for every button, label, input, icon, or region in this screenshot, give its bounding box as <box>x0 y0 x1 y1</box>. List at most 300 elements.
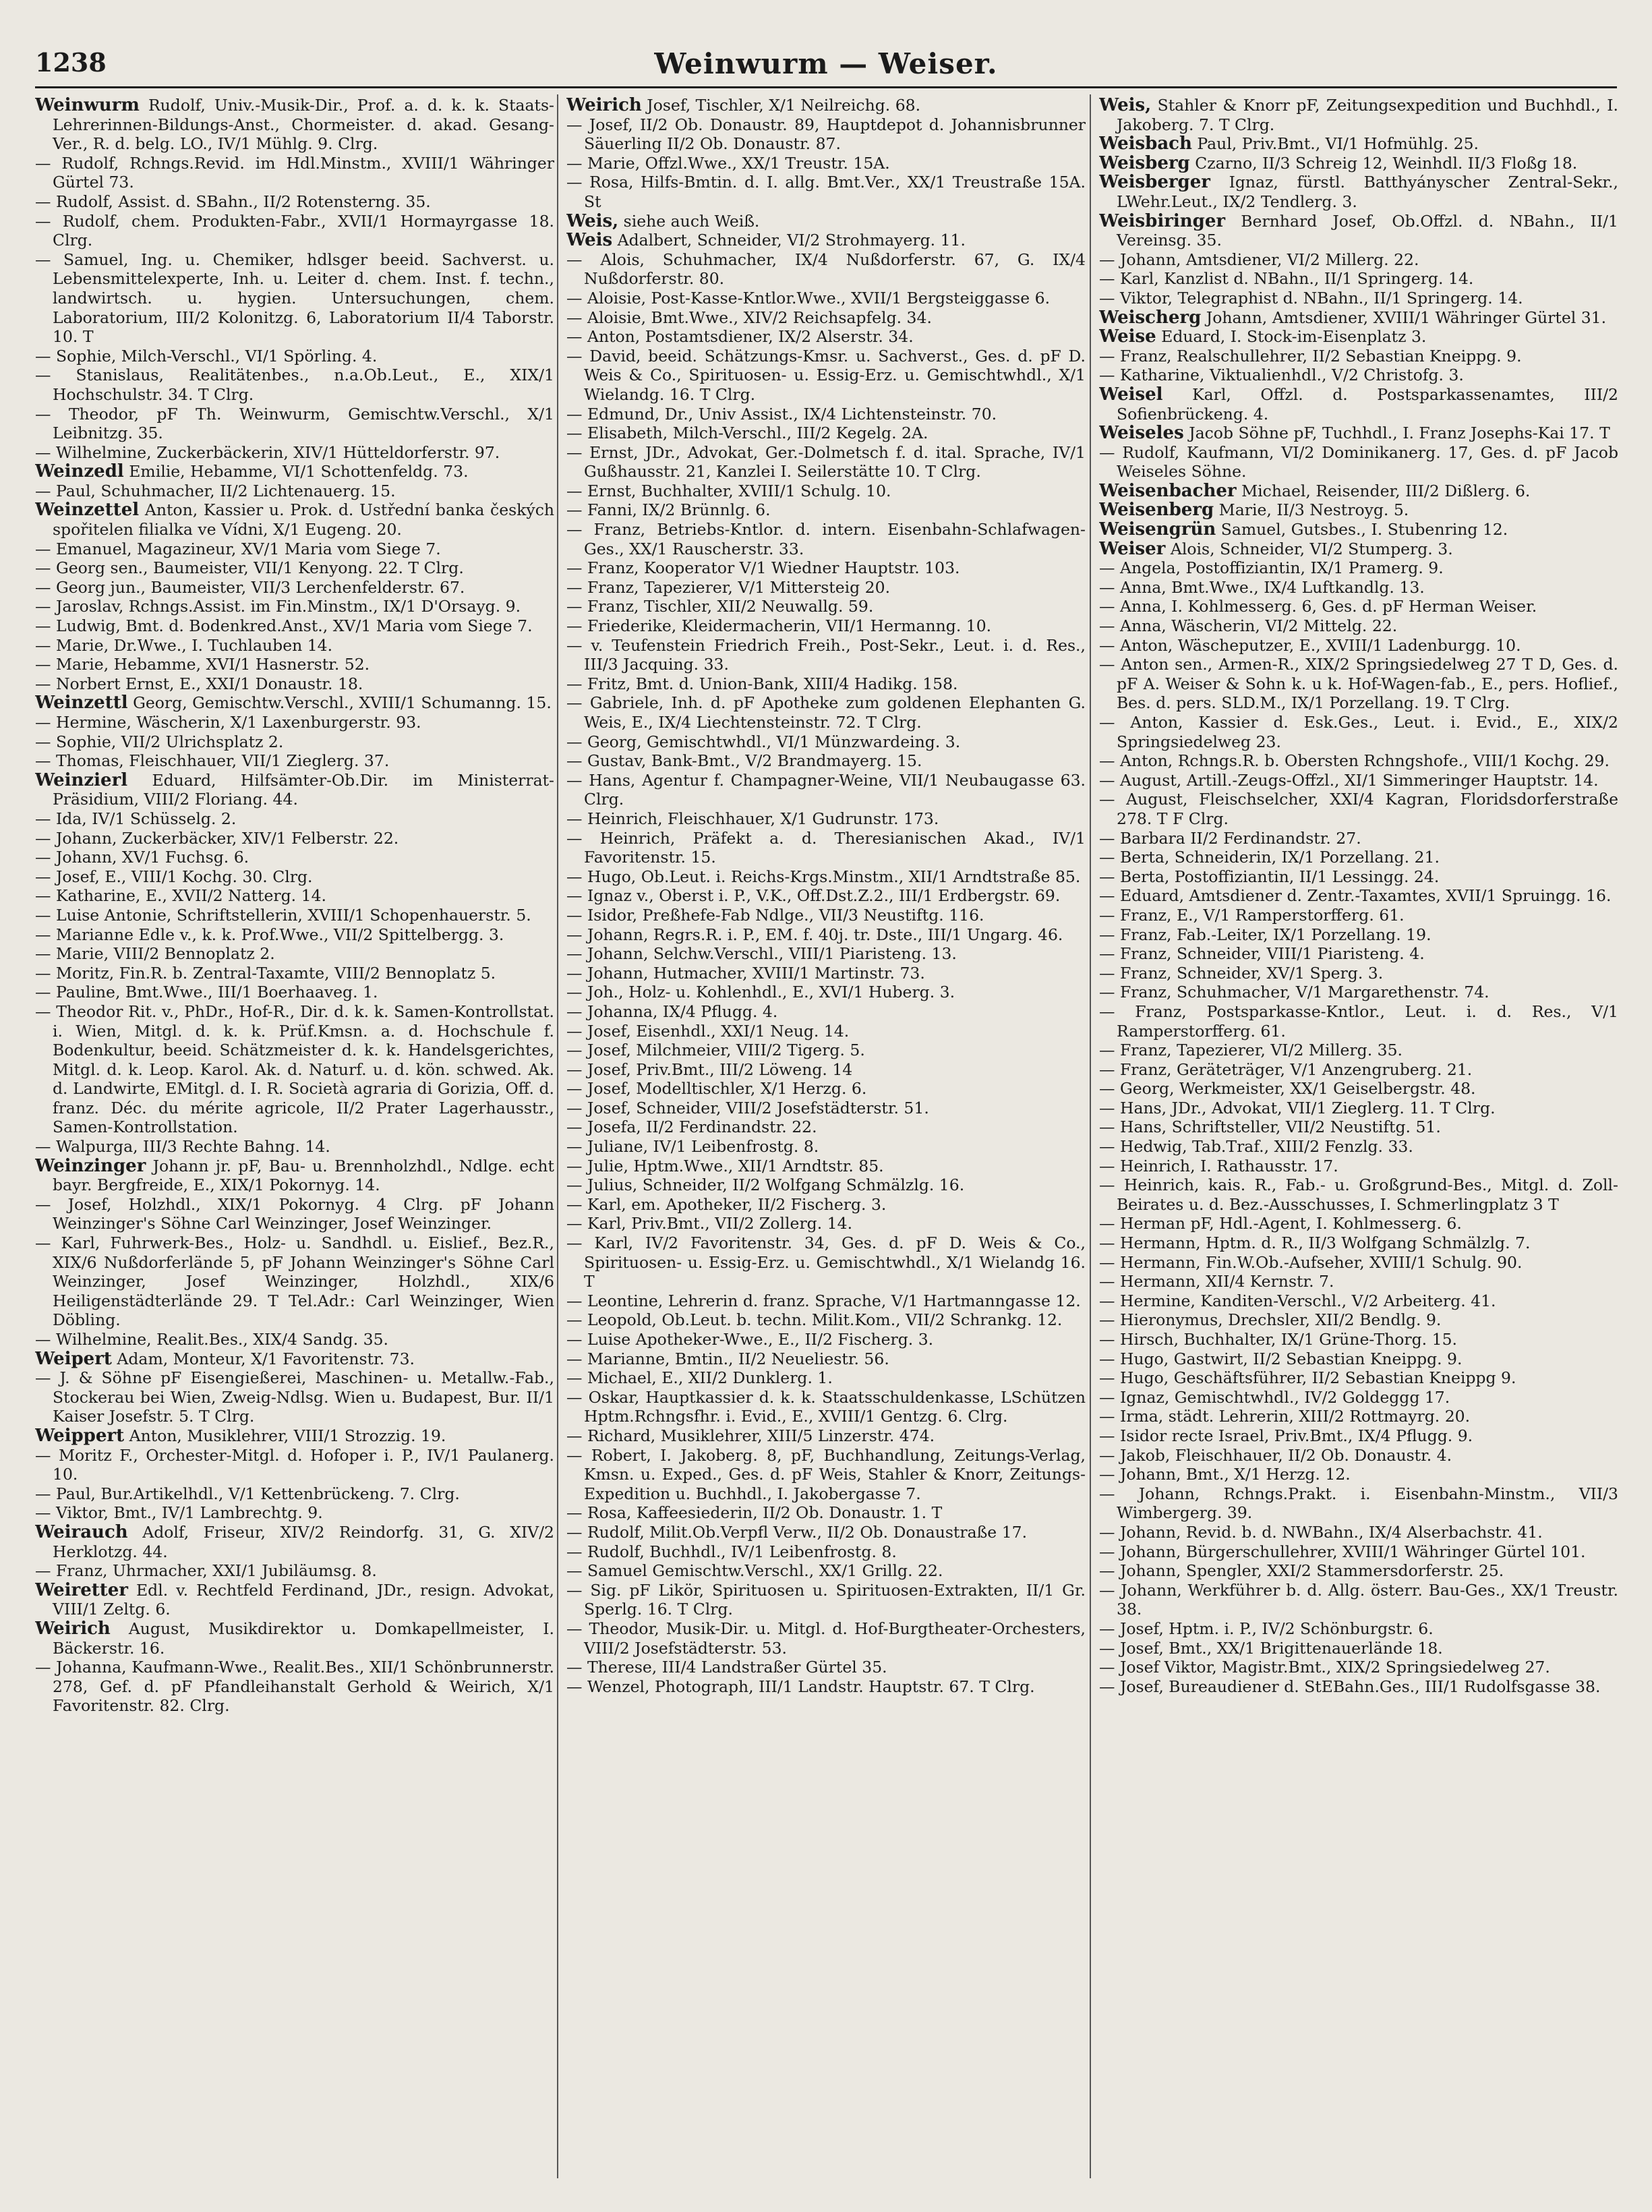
entry-paragraph <box>35 886 554 906</box>
directory-entry <box>566 443 1086 482</box>
directory-entry-head <box>1099 540 1618 559</box>
entry-text: Stahler & Knorr pF, Zeitungsexpedition und Buchhdl., I. Jakoberg. 7. T Clrg. <box>1117 96 1618 134</box>
entry-text: — Marie, Hebamme, XVI/1 Hasnerstr. 52. <box>35 655 370 674</box>
directory-entry <box>566 1117 1086 1137</box>
directory-entry <box>1099 829 1618 848</box>
entry-paragraph <box>35 1233 554 1330</box>
entry-text: — Johann, Regrs.R. i. P., EM. f. 40j. tr. Dste., III/1 Ungarg. 46. <box>566 925 1063 944</box>
entry-paragraph <box>35 443 554 463</box>
directory-entry <box>1099 1041 1618 1060</box>
directory-entry <box>35 1137 554 1157</box>
entry-paragraph <box>35 578 554 598</box>
entry-text: — Franz, E., V/1 Ramperstorfferg. 61. <box>1099 905 1405 925</box>
entry-paragraph <box>566 1079 1086 1099</box>
directory-entry <box>1099 1446 1618 1465</box>
directory-entry <box>566 693 1086 732</box>
entry-text: — Franz, Realschullehrer, II/2 Sebastian Kneippg. 9. <box>1099 346 1522 366</box>
directory-entry <box>566 1137 1086 1157</box>
directory-entry <box>35 540 554 559</box>
entry-paragraph <box>1099 751 1618 771</box>
entry-paragraph <box>1099 1465 1618 1484</box>
entry-text: — Samuel Gemischtw.Verschl., XX/1 Grillg. 22. <box>566 1561 943 1581</box>
directory-entry-head <box>1099 327 1618 347</box>
entry-paragraph <box>1099 944 1618 964</box>
directory-entry <box>35 250 554 347</box>
entry-text: — Karl, Kanzlist d. NBahn., II/1 Springerg. 14. <box>1099 269 1474 289</box>
entry-paragraph <box>566 1523 1086 1542</box>
entry-paragraph <box>35 751 554 771</box>
directory-entry <box>566 520 1086 558</box>
directory-entry-head <box>566 96 1086 115</box>
entry-paragraph <box>35 1002 554 1137</box>
entry-paragraph <box>566 96 1086 115</box>
entry-paragraph <box>566 809 1086 829</box>
entry-paragraph <box>566 578 1086 598</box>
entry-paragraph <box>566 906 1086 925</box>
directory-entry <box>1099 1407 1618 1426</box>
entry-text: Marie, II/3 Nestroyg. 5. <box>1218 500 1409 520</box>
directory-entry <box>35 867 554 887</box>
directory-entry-head <box>35 1426 554 1446</box>
entry-text: — Katharine, E., XVII/2 Natterg. 14. <box>35 886 326 906</box>
directory-entry <box>566 1079 1086 1099</box>
entry-text: — Johann, Bürgerschullehrer, XVIII/1 Währinger Gürtel 101. <box>1099 1542 1586 1561</box>
entry-text: — Ernst, JDr., Advokat, Ger.-Dolmetsch f. d. ital. Sprache, IV/1 Gußhausstr. 21, Kanzlei I. Seilerstätte 10. T Clrg. <box>566 442 1086 482</box>
entry-paragraph <box>1099 1157 1618 1176</box>
entry-paragraph <box>566 1619 1086 1658</box>
directory-entry <box>35 655 554 674</box>
entry-text: — Josef, Priv.Bmt., III/2 Löweng. 14 <box>566 1059 853 1079</box>
directory-entry <box>1099 597 1618 616</box>
entry-paragraph <box>1099 1368 1618 1388</box>
directory-entry <box>35 1484 554 1504</box>
entry-paragraph <box>566 944 1086 964</box>
entry-text: — Isidor recte Israel, Priv.Bmt., IX/4 Pflugg. 9. <box>1099 1426 1473 1445</box>
directory-entry <box>35 983 554 1002</box>
directory-entry <box>566 289 1086 308</box>
entry-paragraph <box>566 212 1086 231</box>
column-divider <box>1090 94 1091 2178</box>
entry-text: — Robert, I. Jakoberg. 8, pF, Buchhandlung, Zeitungs-Verlag, Kmsn. u. Exped., Ges. d. pF Weis, Stahler & Knorr, Zeitungs-Expedition u. Buchhdl., I. Jakobergasse 7. <box>566 1445 1086 1503</box>
entry-text: — Anna, I. Kohlmesserg. 6, Ges. d. pF Herman Weiser. <box>1099 597 1537 616</box>
directory-entry <box>566 1233 1086 1291</box>
entry-text: — Georg sen., Baumeister, VII/1 Kenyong. 22. T Clrg. <box>35 558 464 578</box>
directory-entry <box>566 925 1086 945</box>
entry-text: — Franz, Betriebs-Kntlor. d. intern. Eisenbahn-Schlafwagen-Ges., XX/1 Rauscherstr. 33. <box>566 520 1086 558</box>
directory-entry <box>1099 1677 1618 1697</box>
entry-paragraph <box>35 1195 554 1233</box>
entry-text: — Thomas, Fleischhauer, VII/1 Zieglerg. 37. <box>35 751 390 771</box>
entry-text: — Berta, Schneiderin, IX/1 Porzellang. 21. <box>1099 848 1440 867</box>
entry-text: — Theodor, pF Th. Weinwurm, Gemischtw.Verschl., X/1 Leibnitzg. 35. <box>35 404 554 443</box>
directory-entry-head <box>1099 308 1618 328</box>
entry-text: — Rudolf, Milit.Ob.Verpfl Verw., II/2 Ob. Donaustraße 17. <box>566 1522 1028 1542</box>
entry-text: — Franz, Schneider, XV/1 Sperg. 3. <box>1099 963 1384 983</box>
directory-entry-head <box>35 1619 554 1658</box>
entry-paragraph <box>1099 925 1618 945</box>
directory-entry <box>35 192 554 212</box>
surname-heading: Weisenbacher <box>1099 480 1237 501</box>
entry-text: — Irma, städt. Lehrerin, XIII/2 Rottmayrg. 20. <box>1099 1407 1471 1426</box>
directory-entry <box>1099 983 1618 1002</box>
entry-text: — Rosa, Kaffeesiederin, II/2 Ob. Donaustr. 1. T <box>566 1503 943 1523</box>
column-divider <box>557 94 558 2178</box>
entry-paragraph <box>566 424 1086 443</box>
entry-text: — Theodor, Musik-Dir. u. Mitgl. d. Hof-Burgtheater-Orchesters, VIII/2 Josefstädterstr. 53. <box>566 1619 1086 1658</box>
entry-paragraph <box>35 1561 554 1581</box>
directory-entry <box>1099 925 1618 945</box>
entry-paragraph <box>1099 154 1618 173</box>
entry-text: siehe auch Weiß. <box>623 211 760 231</box>
entry-paragraph <box>566 154 1086 173</box>
entry-text: — Franz, Tapezierer, V/1 Mittersteig 20. <box>566 577 891 597</box>
entry-paragraph <box>1099 1272 1618 1291</box>
entry-paragraph <box>35 154 554 192</box>
entry-paragraph <box>35 500 554 539</box>
entry-paragraph <box>35 366 554 404</box>
surname-heading: Weinwurm <box>35 96 140 115</box>
directory-entry <box>1099 558 1618 578</box>
directory-entry <box>566 173 1086 211</box>
directory-entry <box>1099 1581 1618 1619</box>
column-right <box>1099 96 1618 2180</box>
surname-heading: Weisenberg <box>1099 500 1214 521</box>
entry-paragraph <box>1099 867 1618 887</box>
entry-text: Jacob Söhne pF, Tuchhdl., I. Franz Josephs-Kai 17. T <box>1189 424 1610 443</box>
entry-text: — Franz, Tischler, XII/2 Neuwallg. 59. <box>566 597 874 616</box>
entry-paragraph <box>35 829 554 848</box>
entry-paragraph <box>35 1446 554 1484</box>
entry-paragraph <box>1099 906 1618 925</box>
directory-entry <box>566 1310 1086 1330</box>
entry-paragraph <box>566 1002 1086 1022</box>
entry-paragraph <box>566 1041 1086 1060</box>
entry-text: Rudolf, Univ.-Musik-Dir., Prof. a. d. k. k. Staats-Lehrerinnen-Bildungs-Anst., Chormeister. d. akad. Gesang-Ver., R. d. belg. LO., IV/1 Mühlg. 9. Clrg. <box>53 96 554 154</box>
entry-text: — August, Artill.-Zeugs-Offzl., XI/1 Simmeringer Hauptstr. 14. <box>1099 770 1599 790</box>
entry-text: — Pauline, Bmt.Wwe., III/1 Boerhaaveg. 1. <box>35 983 378 1002</box>
entry-text: — Heinrich, Präfekt a. d. Theresianischen Akad., IV/1 Favoritenstr. 15. <box>566 828 1086 867</box>
directory-entry-head <box>35 462 554 482</box>
entry-text: — Johanna, Kaufmann-Wwe., Realit.Bes., XII/1 Schönbrunnerstr. 278, Gef. d. pF Pfandleihanstalt Gerhold & Weirich, X/1 Favoritenstr. 82. Clrg. <box>35 1658 554 1716</box>
directory-entry <box>566 1349 1086 1369</box>
directory-entry <box>1099 867 1618 887</box>
directory-entry <box>35 347 554 366</box>
entry-text: — Johann, Spengler, XXI/2 Stammersdorferstr. 25. <box>1099 1561 1504 1581</box>
directory-entry <box>566 886 1086 906</box>
entry-paragraph <box>35 96 554 154</box>
directory-entry <box>566 771 1086 809</box>
entry-paragraph <box>35 1368 554 1426</box>
entry-text: — Josef, Eisenhdl., XXI/1 Neug. 14. <box>566 1021 850 1041</box>
directory-entry <box>1099 1002 1618 1041</box>
directory-entry-head <box>1099 500 1618 520</box>
entry-paragraph <box>1099 1310 1618 1330</box>
directory-entry-head <box>35 1581 554 1619</box>
entry-text: — Marianne, Bmtin., II/2 Neueliestr. 56. <box>566 1349 889 1368</box>
entry-text: — Moritz F., Orchester-Mitgl. d. Hofoper i. P., IV/1 Paulanerg. 10. <box>35 1445 554 1484</box>
directory-entry <box>35 1446 554 1484</box>
entry-text: — Josefa, II/2 Ferdinandstr. 22. <box>566 1117 817 1137</box>
entry-paragraph <box>35 250 554 347</box>
directory-entry <box>35 578 554 598</box>
entry-text: — Berta, Postoffiziantin, II/1 Lessingg. 24. <box>1099 867 1440 886</box>
entry-text: — Hermann, XII/4 Kernstr. 7. <box>1099 1272 1334 1291</box>
directory-entry <box>566 944 1086 964</box>
entry-paragraph <box>35 1503 554 1523</box>
entry-text: Karl, Offzl. d. Postsparkassenamtes, III/2 Sofienbrückeng. 4. <box>1117 384 1618 424</box>
entry-text: — Leontine, Lehrerin d. franz. Sprache, V/1 Hartmanngasse 12. <box>566 1291 1081 1310</box>
entry-text: — Franz, Postsparkasse-Kntlor., Leut. i. d. Res., V/1 Ramperstorfferg. 61. <box>1099 1001 1618 1041</box>
entry-text: — Johanna, IX/4 Pflugg. 4. <box>566 1001 778 1021</box>
directory-entry <box>566 983 1086 1002</box>
directory-entry <box>566 732 1086 752</box>
entry-paragraph <box>1099 771 1618 790</box>
entry-paragraph <box>566 347 1086 405</box>
entry-text: — Hugo, Ob.Leut. i. Reichs-Krgs.Minstm., XII/1 Arndtstraße 85. <box>566 867 1081 886</box>
directory-entry-head <box>35 1349 554 1369</box>
entry-text: — Hermine, Kanditen-Verschl., V/2 Arbeiterg. 41. <box>1099 1291 1496 1310</box>
header-rule <box>35 86 1617 88</box>
entry-text: — Karl, Fuhrwerk-Bes., Holz- u. Sandhdl. u. Eislief., Bez.R., XIX/6 Nußdorferlände 5, pF Johann Weinzinger's Söhne Carl Weinzinger, Josef Weinzinger, Holzhdl., XIX/6 Heiligenstädterlände 29. T Tel.Adr.: Carl Weinzinger, Wien Döbling. <box>35 1233 554 1330</box>
entry-paragraph <box>35 1157 554 1195</box>
entry-text: Edl. v. Rechtfeld Ferdinand, JDr., resign. Advokat, VIII/1 Zeltg. 6. <box>53 1580 554 1619</box>
surname-heading: Weise <box>1099 326 1156 347</box>
entry-paragraph <box>566 308 1086 328</box>
entry-paragraph <box>566 693 1086 732</box>
column-left <box>35 96 554 2180</box>
entry-paragraph <box>1099 443 1618 482</box>
entry-paragraph <box>1099 540 1618 559</box>
directory-entry <box>1099 443 1618 482</box>
directory-entry <box>566 558 1086 578</box>
entry-paragraph <box>35 1137 554 1157</box>
directory-entry <box>1099 1079 1618 1099</box>
entry-paragraph <box>1099 1561 1618 1581</box>
directory-entry <box>566 1561 1086 1581</box>
directory-entry <box>566 867 1086 887</box>
entry-text: — Johann, Revid. b. d. NWBahn., IX/4 Alserbachstr. 41. <box>1099 1522 1543 1542</box>
entry-paragraph <box>566 732 1086 752</box>
entry-text: Eduard, I. Stock-im-Eisenplatz 3. <box>1161 327 1427 347</box>
directory-entry <box>35 1368 554 1426</box>
entry-paragraph <box>35 462 554 482</box>
entry-paragraph <box>1099 212 1618 250</box>
entry-text: — Sophie, VII/2 Ulrichsplatz 2. <box>35 732 284 751</box>
entry-text: — Norbert Ernst, E., XXI/1 Donaustr. 18. <box>35 674 363 693</box>
entry-paragraph <box>1099 269 1618 289</box>
entry-text: — Anna, Wäscherin, VI/2 Mittelg. 22. <box>1099 616 1398 636</box>
directory-entry <box>1099 636 1618 656</box>
entry-text: — Johann, Zuckerbäcker, XIV/1 Felberstr. 22. <box>35 828 399 848</box>
directory-entry <box>566 250 1086 289</box>
entry-paragraph <box>1099 636 1618 656</box>
entry-text: — Sig. pF Likör, Spirituosen u. Spirituosen-Extrakten, II/1 Gr. Sperlg. 16. T Clrg. <box>566 1580 1086 1619</box>
entry-paragraph <box>1099 1523 1618 1542</box>
directory-entry <box>35 212 554 250</box>
entry-paragraph <box>1099 983 1618 1002</box>
entry-text: — Franz, Kooperator V/1 Wiedner Hauptstr. 103. <box>566 558 960 578</box>
entry-text: — Anton, Wäscheputzer, E., XVIII/1 Ladenburgg. 10. <box>1099 635 1521 655</box>
entry-text: — Heinrich, Fleischhauer, X/1 Gudrunstr. 173. <box>566 809 939 828</box>
entry-paragraph <box>566 1022 1086 1041</box>
entry-text: Eduard, Hilfsämter-Ob.Dir. im Ministerrat-Präsidium, VIII/2 Floriang. 44. <box>53 770 554 809</box>
entry-text: — Anton, Postamtsdiener, IX/2 Alserstr. 34. <box>566 327 914 347</box>
entry-text: — Viktor, Bmt., IV/1 Lambrechtg. 9. <box>35 1503 323 1523</box>
entry-text: — Johann, Werkführer b. d. Allg. österr. Bau-Ges., XX/1 Treustr. 38. <box>1099 1580 1618 1619</box>
directory-entry <box>566 1542 1086 1562</box>
entry-paragraph <box>566 1446 1086 1504</box>
entry-text: — Ludwig, Bmt. d. Bodenkred.Anst., XV/1 Maria vom Siege 7. <box>35 616 533 636</box>
entry-paragraph <box>35 558 554 578</box>
directory-entry <box>566 1330 1086 1349</box>
entry-text: — Josef, Hptm. i. P., IV/2 Schönburgstr. 6. <box>1099 1619 1434 1638</box>
directory-entry <box>566 751 1086 771</box>
entry-paragraph <box>1099 520 1618 540</box>
directory-entry <box>1099 578 1618 598</box>
directory-entry <box>35 829 554 848</box>
directory-entry <box>35 482 554 501</box>
directory-entry <box>566 115 1086 154</box>
entry-text: Anton, Kassier u. Prok. d. Ustřední banka českých spořitelen filialka ve Vídni, X/1 Eugeng. 20. <box>53 500 554 540</box>
directory-entry <box>566 597 1086 616</box>
entry-text: — Heinrich, I. Rathausstr. 17. <box>1099 1156 1338 1175</box>
entry-paragraph <box>566 1157 1086 1176</box>
directory-entry <box>1099 366 1618 385</box>
directory-entry <box>1099 1368 1618 1388</box>
entry-paragraph <box>566 886 1086 906</box>
entry-paragraph <box>35 1619 554 1658</box>
entry-paragraph <box>35 347 554 366</box>
directory-entry <box>35 944 554 964</box>
surname-heading: Weisbiringer <box>1099 210 1226 231</box>
entry-text: Michael, Reisender, III/2 Dißlerg. 6. <box>1241 481 1531 500</box>
entry-text: — Ernst, Buchhalter, XVIII/1 Schulg. 10. <box>566 481 891 500</box>
directory-entry <box>1099 1619 1618 1639</box>
entry-text: — Josef, Bureaudiener d. StEBahn.Ges., III/1 Rudolfsgasse 38. <box>1099 1677 1601 1696</box>
directory-entry <box>1099 1060 1618 1080</box>
entry-paragraph <box>566 1542 1086 1562</box>
entry-text: — Jaroslav, Rchngs.Assist. im Fin.Minstm., IX/1 D'Orsayg. 9. <box>35 597 521 616</box>
entry-text: — Ida, IV/1 Schüsselg. 2. <box>35 809 237 828</box>
entry-paragraph <box>1099 366 1618 385</box>
entry-text: — Johann, Amtsdiener, VI/2 Millerg. 22. <box>1099 250 1419 269</box>
directory-entry-head <box>35 1523 554 1561</box>
directory-entry <box>566 1677 1086 1697</box>
entry-paragraph <box>1099 1233 1618 1253</box>
entry-paragraph <box>35 1523 554 1561</box>
directory-entry <box>1099 1388 1618 1407</box>
directory-entry <box>566 1214 1086 1233</box>
entry-text: — Franz, Schneider, VIII/1 Piaristeng. 4. <box>1099 944 1425 964</box>
directory-entry <box>1099 790 1618 828</box>
entry-text: — Hans, Schriftsteller, VII/2 Neustiftg. 51. <box>1099 1117 1441 1137</box>
directory-entry <box>35 366 554 404</box>
entry-paragraph <box>566 173 1086 211</box>
directory-entry <box>1099 1310 1618 1330</box>
entry-text: — Karl, IV/2 Favoritenstr. 34, Ges. d. pF D. Weis & Co., Spirituosen- u. Essig-Erz. u. Gemischtwhdl., X/1 Wielandg 16. T <box>566 1233 1086 1291</box>
entry-paragraph <box>566 443 1086 482</box>
surname-heading: Weirich <box>35 1618 111 1639</box>
directory-entry <box>566 1619 1086 1658</box>
surname-heading: Weis, <box>566 210 619 231</box>
entry-text: — Elisabeth, Milch-Verschl., III/2 Kegelg. 2A. <box>566 424 928 443</box>
directory-entry <box>566 1022 1086 1041</box>
directory-entry <box>1099 751 1618 771</box>
entry-paragraph <box>566 829 1086 867</box>
directory-entry <box>566 1099 1086 1118</box>
entry-paragraph <box>1099 1639 1618 1658</box>
directory-entry <box>1099 1175 1618 1214</box>
directory-entry <box>1099 1214 1618 1233</box>
directory-entry <box>35 713 554 732</box>
directory-entry <box>1099 616 1618 636</box>
directory-entry <box>35 597 554 616</box>
entry-text: — Gustav, Bank-Bmt., V/2 Brandmayerg. 15. <box>566 751 922 771</box>
entry-paragraph <box>35 1349 554 1369</box>
entry-text: — Josef, Bmt., XX/1 Brigittenauerlände 18. <box>1099 1638 1443 1658</box>
entry-paragraph <box>1099 964 1618 983</box>
directory-entry <box>566 674 1086 694</box>
entry-text: — Marie, Dr.Wwe., I. Tuchlauben 14. <box>35 635 333 655</box>
directory-entry <box>1099 1561 1618 1581</box>
directory-entry <box>35 906 554 925</box>
entry-paragraph <box>1099 1214 1618 1233</box>
directory-entry <box>1099 713 1618 751</box>
entry-paragraph <box>566 500 1086 520</box>
entry-text: — Wenzel, Photograph, III/1 Landstr. Hauptstr. 67. T Clrg. <box>566 1677 1035 1696</box>
entry-text: — J. & Söhne pF Eisengießerei, Maschinen- u. Metallw.-Fab., Stockerau bei Wien, Zweig-Ndlsg. Wien u. Budapest, Bur. II/1 Kaiser Josefstr. 5. T Clrg. <box>35 1368 554 1426</box>
entry-paragraph <box>566 597 1086 616</box>
directory-entry <box>566 1175 1086 1195</box>
entry-paragraph <box>566 1099 1086 1118</box>
directory-entry <box>1099 1349 1618 1369</box>
entry-paragraph <box>1099 1426 1618 1446</box>
directory-entry <box>566 906 1086 925</box>
entry-paragraph <box>1099 1542 1618 1562</box>
entry-text: — Hans, JDr., Advokat, VII/1 Zieglerg. 11. T Clrg. <box>1099 1098 1496 1117</box>
surname-heading: Weinzinger <box>35 1155 146 1176</box>
directory-entry <box>1099 347 1618 366</box>
directory-entry <box>1099 655 1618 713</box>
directory-entry <box>35 886 554 906</box>
entry-paragraph <box>566 1581 1086 1619</box>
entry-paragraph <box>1099 250 1618 270</box>
directory-entry <box>566 1291 1086 1311</box>
directory-entry <box>566 500 1086 520</box>
entry-text: — Anna, Bmt.Wwe., IX/4 Luftkandlg. 13. <box>1099 577 1425 597</box>
directory-entry-head <box>35 693 554 713</box>
entry-paragraph <box>1099 790 1618 828</box>
directory-entry <box>566 809 1086 829</box>
entry-text: Anton, Musiklehrer, VIII/1 Strozzig. 19. <box>129 1426 446 1445</box>
directory-entry <box>1099 1233 1618 1253</box>
directory-entry-head <box>1099 424 1618 443</box>
entry-text: — Ignaz, Gemischtwhdl., IV/2 Goldeggg 17. <box>1099 1387 1450 1407</box>
directory-entry <box>566 405 1086 424</box>
entry-text: — Aloisie, Post-Kasse-Kntlor.Wwe., XVII/1 Bergsteiggasse 6. <box>566 288 1051 308</box>
entry-paragraph <box>1099 1407 1618 1426</box>
entry-paragraph <box>1099 848 1618 867</box>
directory-entry <box>1099 250 1618 270</box>
entry-paragraph <box>1099 1388 1618 1407</box>
entry-text: Emilie, Hebamme, VI/1 Schottenfeldg. 73. <box>129 462 469 482</box>
entry-paragraph <box>566 327 1086 347</box>
entry-text: August, Musikdirektor u. Domkapellmeister, I. Bäckerstr. 16. <box>53 1619 554 1658</box>
directory-entry-head <box>1099 173 1618 211</box>
entry-paragraph <box>1099 308 1618 328</box>
directory-entry <box>1099 944 1618 964</box>
directory-entry <box>1099 1099 1618 1118</box>
